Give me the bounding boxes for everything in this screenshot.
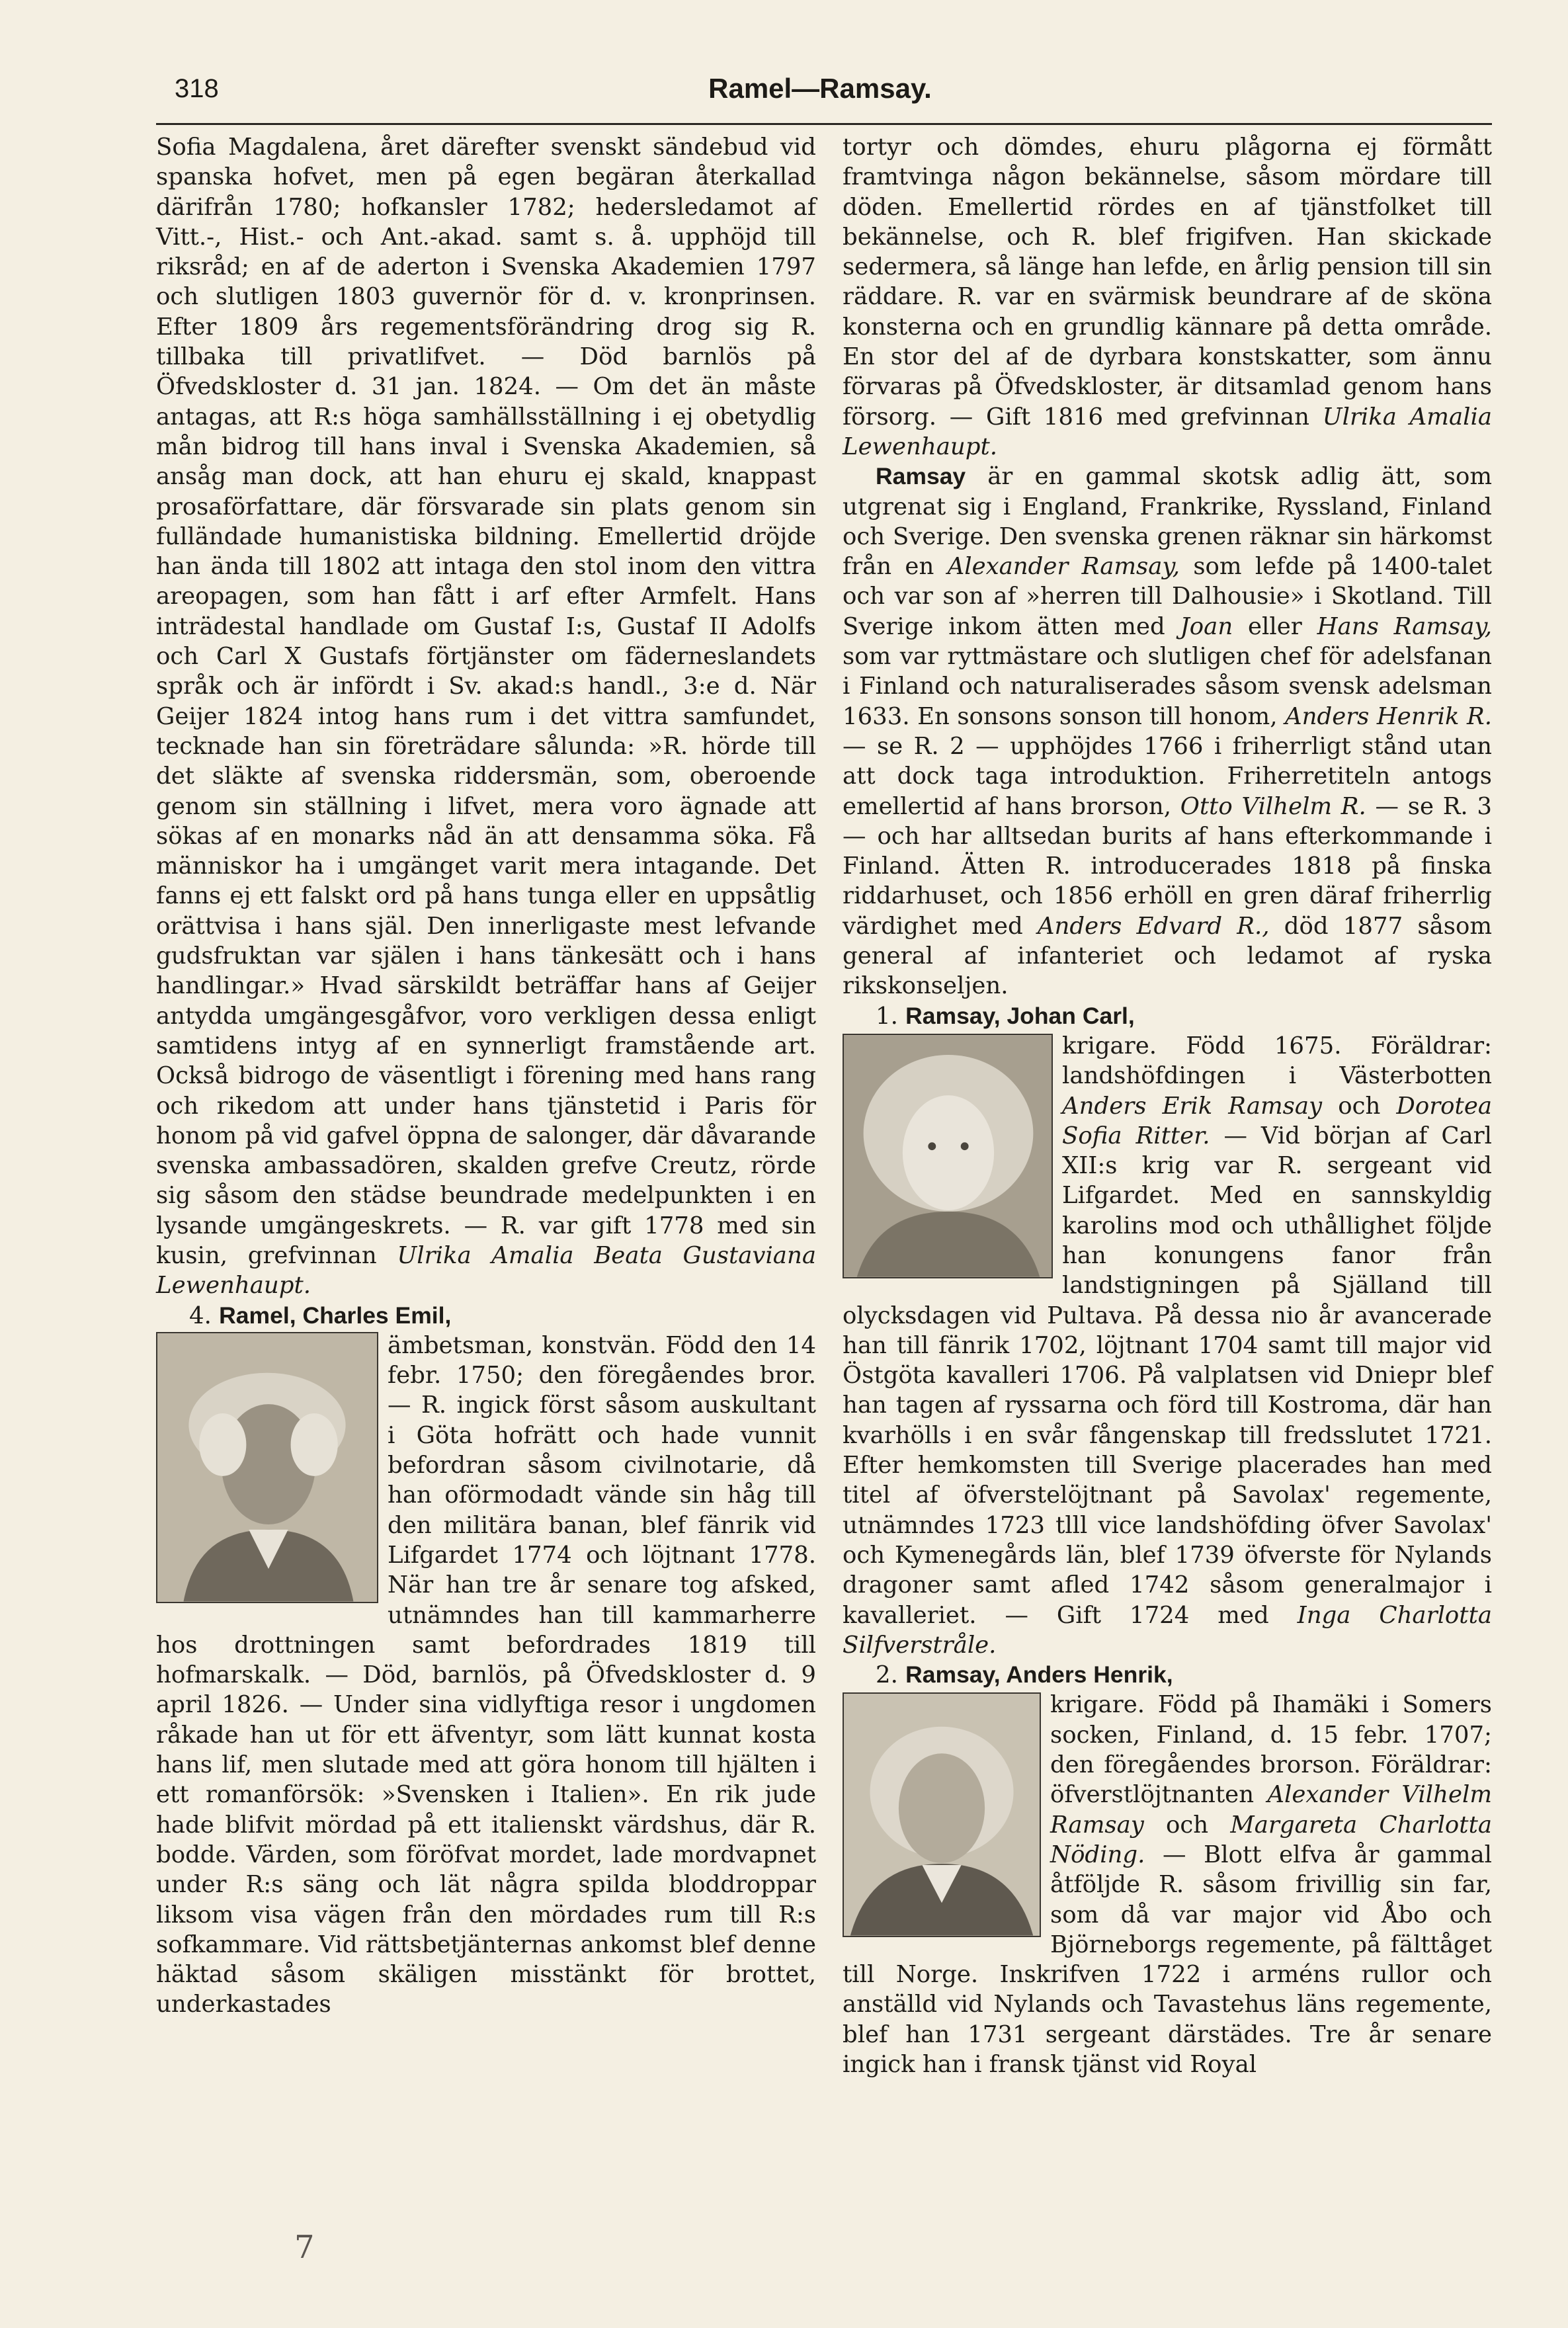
entry-number: 1. <box>876 1002 898 1030</box>
text-segment: — Vid början af Carl XII:s krig var R. sergeant vid Lifgardet. Med en sannskyldig karolins mod och uthållighet följde han konungens fanor från landstigningen på Själland till olycksdagen vid Pultava. På dessa nio år avancerade han till fänrik 1702, löjtnant 1704 samt till major vid Östgöta kavalleri 1706. På valplatsen vid Dniepr blef han tagen af ryssarna och förd till Kostroma, där han kvarhölls i en svår fångenskap till fredsslutet 1721. Efter hemkomsten till Sverige placerades han med titel af öfverstelöjtnant på Savolax' regemente, utnämndes 1723 tlll vice landshöfding öfver Savolax' och Kymenegårds län, blef 1739 öfverste för Nylands dragoner samt afled 1742 såsom generalmajor i kavalleriet. — Gift 1724 med <box>843 1122 1492 1629</box>
person-name: Anders Henrik R. <box>1284 702 1492 730</box>
text-segment: som lefde på 1400-talet och var son af »herren till Dalhousie» i Skotland. Till Sverige inkom ätten med <box>843 553 1492 640</box>
entry-text: ämbetsman, konstvän. Född den 14 febr. 1750; den föregåendes bror. — R. ingick först såsom auskultant i Göta hofrätt och hade vunnit befordran såsom civilnotarie, då han oförmodadt vände sin håg till den militära banan, blef fänrik vid Lifgardet 1774 och löjtnant 1778. När han tre år senare tog afsked, utnämndes han till kammarherre hos drottningen samt befordrades 1819 till hofmarskalk. — Död, barnlös, på Öfvedskloster d. 9 april 1826. — Under sina vidlyftiga resor i ungdomen råkade han ut för ett äfventyr, som lätt kunnat kosta hans lif, men slutade med att göra honom till hjälten i ett romanförsök: »Svensken i Italien». En rik jude hade blifvit mördad på ett italienskt värdshus, där R. bodde. Värden, som föröfvat mordet, lade mordvapnet under R:s säng och lät några spilda bloddroppar liksom visa vägen från den mördades rum till R:s sofkammare. Vid rättsbetjänternas ankomst blef denne häktad såsom skäligen misstänkt för brottet, underkastades <box>156 1331 816 2018</box>
person-name: Alexander Vilhelm Ramsay <box>1050 1781 1492 1839</box>
entry-ramsay-1-head <box>843 1001 1492 1031</box>
portrait-anders-henrik-ramsay <box>843 1692 1041 1937</box>
text-segment: krigare. Född 1675. Föräldrar: landshöfdingen i Västerbotten <box>1062 1032 1492 1090</box>
text-segment: krigare. Född på Ihamäki i Somers socken, Finland, d. 15 febr. 1707; den föregåendes brorson. Föräldrar: öfverstlöjtnanten <box>1050 1691 1492 1809</box>
person-name: Margareta Charlotta Nöding. <box>1050 1811 1493 1868</box>
right-column <box>843 132 1492 2079</box>
person-name: Otto Vilhelm R. <box>1180 792 1366 820</box>
text-segment: — se R. 2 — upphöjdes 1766 i friherrligt stånd utan att dock taga introduktion. Friherretiteln antogs emellertid af hans brorson, <box>843 732 1492 820</box>
footer-mark: 7 <box>294 2229 315 2266</box>
portrait-image <box>844 1035 1052 1277</box>
person-name: Anders Edvard R., <box>1037 912 1270 940</box>
page-number: 318 <box>175 74 219 103</box>
entry-ramsay-2-head <box>843 1660 1492 1690</box>
family-headword: Ramsay <box>876 463 966 490</box>
entry-headword: Ramsay, Johan Carl, <box>905 1002 1135 1029</box>
text-body: Sofia Magdalena, året därefter svenskt sändebud vid spanska hofvet, men på egen begäran återkallad därifrån 1780; hofkansler 1782; hedersledamot af Vitt.-, Hist.- och Ant.-akad. samt s. å. upphöjd till riksråd; en af de aderton i Svenska Akademien 1797 och slutligen 1803 guvernör för d. v. kronprinsen. Efter 1809 års regementsförändring drog sig R. tillbaka till privatlifvet. — Död barnlös på Öfvedskloster d. 31 jan. 1824. — Om det än måste antagas, att R:s höga samhällsställning i ej obetydlig mån bidrog till hans inval i Svenska Akademien, så ansåg man dock, att han ehuru ej skald, knappast prosaförfattare, där försvarade sin plats genom sin fulländade humanistiska bildning. Emellertid dröjde han ända till 1802 att intaga den stol inom den vittra areopagen, som han fått i arf efter Armfelt. Hans inträdestal handlade om Gustaf I:s, Gustaf II Adolfs och Carl X Gustafs förtjänster om fäderneslandets språk och är infördt i Sv. akad:s handl., 3:e d. När Geijer 1824 intog hans rum i det vittra samfundet, tecknade han sin företrädare sålunda: »R. hörde till det släkte af svenska riddersmän, som, oberoende genom sin ställning i lifvet, mera voro ägnade att sökas af en monarks nåd än att densamma söka. Få människor ha i umgänget varit mera intagande. Det fanns ej ett falskt ord på hans tunga eller en uppsåtlig orättvisa i hans själ. Den innerligaste mest lefvande gudsfruktan var själen i hans tänkesätt och i hans handlingar.» Hvad särskildt beträffar hans af Geijer antydda umgängesgåfvor, voro verkligen dessa enligt samtidens intyg af en synnerligt framstående art. Också bidrogo de väsentligt i förening med hans rang och rikedom att under hans tjänstetid i Paris för honom på vid gafvel öppna de salonger, där dåvarande svenska ambassadören, skalden grefve Creutz, rörde sig såsom den städse beundrade medelpunkten i en lysande umgängeskrets. — R. var gift 1778 med sin kusin, grefvinnan <box>156 134 816 1269</box>
ramsay-family-intro <box>843 462 1492 1001</box>
text-segment: — se R. 3 — och har alltsedan burits af hans efterkommande i Finland. Ätten R. introducerades 1818 på finska riddarhuset, och 1856 erhöll en gren däraf friherrlig värdighet med <box>843 792 1493 940</box>
text-body: tortyr och dömdes, ehuru plågorna ej förmått framtvinga någon bekännelse, såsom mördare till döden. Emellertid rördes en af tjänstfolket till bekännelse, och R. blef frigifven. Han skickade sedermera, så länge han lefde, en årlig pension till sin räddare. R. var en svärmisk beundrare af de sköna konsterna och en grundlig kännare på detta område. En stor del af de dyrbara konstskatter, som ännu förvaras på Öfvedskloster, är ditsamlad genom hans försorg. — Gift 1816 med grefvinnan <box>843 134 1492 431</box>
left-column <box>156 132 816 2020</box>
entry-number: 2. <box>876 1661 898 1689</box>
text-segment: död 1877 såsom general af infanteriet och ledamot af ryska rikskonseljen. <box>843 912 1492 1000</box>
entry-headword: Ramsay, Anders Henrik, <box>905 1661 1173 1688</box>
entry-headword: Ramel, Charles Emil, <box>219 1302 452 1329</box>
header-rule-right <box>884 123 1492 125</box>
text-segment: är en gammal skotsk adlig ätt, som utgrenat sig i England, Frankrike, Ryssland, Finland och Sverige. Den svenska grenen räknar sin härkomst från en <box>843 463 1492 581</box>
person-name: Inga Charlotta Silfverstråle. <box>843 1601 1492 1659</box>
entry-ramel-4 <box>156 1301 816 1331</box>
person-name: Alexander Ramsay, <box>947 553 1180 581</box>
person-name: Anders Erik Ramsay <box>1062 1092 1323 1120</box>
text-segment: och <box>1322 1092 1397 1120</box>
header-rule-left <box>156 123 884 125</box>
wife-name: Ulrika Amalia Lewenhaupt. <box>843 403 1492 460</box>
portrait-image <box>157 1333 377 1602</box>
text-segment: som var ryttmästare och slutligen chef för adelsfanan i Finland och naturaliserades såsom svensk adelsman 1633. En sonsons sonson till honom, <box>843 643 1492 730</box>
paragraph-ramel-3-continued <box>156 132 816 1301</box>
portrait-charles-emil-ramel <box>156 1332 378 1603</box>
text-segment: — Blott elfva år gammal åtföljde R. såsom frivillig sin far, som då var major vid Åbo och Björneborgs regemente, på fälttåget till Norge. Inskrifven 1722 i arméns rullor och anställd vid Nylands och Tavastehus läns regemente, blef han 1731 sergeant därstädes. Tre år senare ingick han i fransk tjänst vid Royal <box>843 1841 1492 2078</box>
person-name: Joan <box>1180 612 1233 640</box>
text-segment: eller <box>1233 612 1317 640</box>
wife-name: Ulrika Amalia Beata Gustaviana Lewenhaupt. <box>156 1241 816 1300</box>
portrait-johan-carl-ramsay <box>843 1034 1053 1278</box>
running-title: Ramel—Ramsay. <box>708 73 932 104</box>
text-segment: och <box>1143 1811 1231 1839</box>
person-name: Hans Ramsay, <box>1317 612 1493 640</box>
portrait-image <box>844 1694 1040 1936</box>
entry-number: 4. <box>189 1302 212 1329</box>
paragraph-ramel-4-continued <box>843 132 1492 462</box>
person-name: Dorotea Sofia Ritter. <box>1062 1092 1492 1149</box>
